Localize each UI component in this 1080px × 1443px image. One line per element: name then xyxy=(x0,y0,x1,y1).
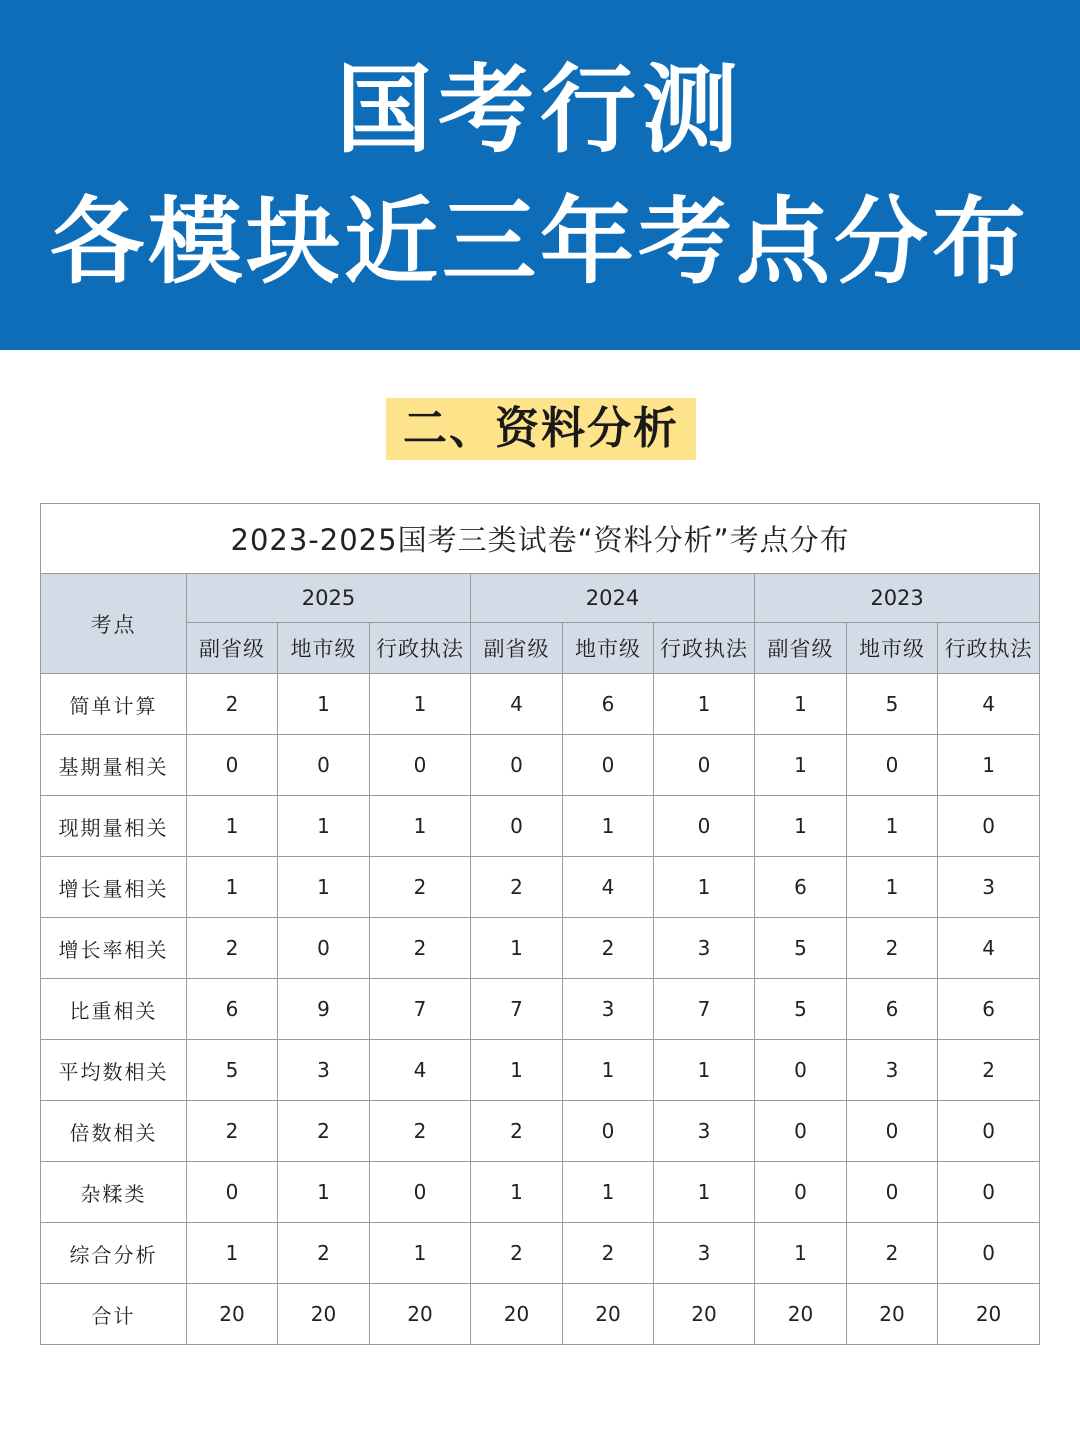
table-cell: 3 xyxy=(654,1101,755,1162)
table-cell: 0 xyxy=(938,796,1040,857)
table-cell: 1 xyxy=(471,1040,563,1101)
table-cell: 3 xyxy=(654,918,755,979)
table-cell: 0 xyxy=(847,1162,938,1223)
row-label: 增长量相关 xyxy=(41,857,187,918)
table-cell: 2 xyxy=(847,918,938,979)
table-cell: 5 xyxy=(187,1040,278,1101)
table-cell: 1 xyxy=(654,674,755,735)
table-cell: 2 xyxy=(187,674,278,735)
table-cell: 4 xyxy=(471,674,563,735)
sub-header-cell: 副省级 xyxy=(755,623,847,674)
table-cell: 2 xyxy=(847,1223,938,1284)
table-cell: 2 xyxy=(563,918,654,979)
sub-header-cell: 地市级 xyxy=(563,623,654,674)
row-label: 平均数相关 xyxy=(41,1040,187,1101)
table-cell: 2 xyxy=(370,918,471,979)
table-cell: 1 xyxy=(278,796,370,857)
table-cell: 0 xyxy=(654,796,755,857)
table-cell: 20 xyxy=(563,1284,654,1345)
table-cell: 1 xyxy=(370,674,471,735)
table-cell: 1 xyxy=(563,1040,654,1101)
table-cell: 20 xyxy=(278,1284,370,1345)
table-cell: 1 xyxy=(654,1162,755,1223)
table-cell: 0 xyxy=(755,1101,847,1162)
table-cell: 2 xyxy=(278,1223,370,1284)
table-cell: 0 xyxy=(563,735,654,796)
table-row xyxy=(41,1223,1040,1284)
table-row xyxy=(41,918,1040,979)
table-cell: 1 xyxy=(187,796,278,857)
table-cell: 20 xyxy=(847,1284,938,1345)
table-cell: 1 xyxy=(471,918,563,979)
table-cell: 0 xyxy=(847,735,938,796)
table-cell: 5 xyxy=(847,674,938,735)
table-cell: 1 xyxy=(278,1162,370,1223)
banner-title-line2: 各模块近三年考点分布 xyxy=(49,188,1030,297)
table-cell: 2 xyxy=(278,1101,370,1162)
table-cell: 2 xyxy=(187,1101,278,1162)
table-cell: 0 xyxy=(471,796,563,857)
table-cell: 0 xyxy=(755,1040,847,1101)
row-label: 现期量相关 xyxy=(41,796,187,857)
corner-label: 考点 xyxy=(41,574,187,674)
table-row xyxy=(41,1101,1040,1162)
row-label: 综合分析 xyxy=(41,1223,187,1284)
table-cell: 1 xyxy=(563,796,654,857)
table-row xyxy=(41,674,1040,735)
table-cell: 4 xyxy=(370,1040,471,1101)
table-cell: 1 xyxy=(654,857,755,918)
table-cell: 6 xyxy=(938,979,1040,1040)
table-cell: 0 xyxy=(847,1101,938,1162)
table-cell: 6 xyxy=(187,979,278,1040)
table-cell: 6 xyxy=(847,979,938,1040)
table-cell: 3 xyxy=(278,1040,370,1101)
row-label: 杂糅类 xyxy=(41,1162,187,1223)
table-row xyxy=(41,1284,1040,1345)
table-cell: 0 xyxy=(938,1162,1040,1223)
table-cell: 1 xyxy=(938,735,1040,796)
table-row xyxy=(41,1040,1040,1101)
sub-header-cell: 副省级 xyxy=(471,623,563,674)
table-cell: 7 xyxy=(370,979,471,1040)
table-cell: 0 xyxy=(471,735,563,796)
table-body xyxy=(41,674,1040,1345)
row-label: 合计 xyxy=(41,1284,187,1345)
sub-header-cell: 行政执法 xyxy=(370,623,471,674)
table-cell: 0 xyxy=(370,1162,471,1223)
table-row xyxy=(41,857,1040,918)
table-cell: 1 xyxy=(278,674,370,735)
table-cell: 0 xyxy=(938,1223,1040,1284)
table-cell: 2 xyxy=(471,857,563,918)
sub-header-cell: 地市级 xyxy=(278,623,370,674)
table-cell: 0 xyxy=(278,918,370,979)
table-cell: 1 xyxy=(847,796,938,857)
table-cell: 0 xyxy=(563,1101,654,1162)
year-header-2024: 2024 xyxy=(471,574,755,623)
table-cell: 1 xyxy=(654,1040,755,1101)
table-cell: 3 xyxy=(563,979,654,1040)
year-header-2025: 2025 xyxy=(187,574,471,623)
banner-title-line1: 国考行测 xyxy=(336,54,744,166)
table-cell: 7 xyxy=(654,979,755,1040)
table-cell: 3 xyxy=(654,1223,755,1284)
row-label: 增长率相关 xyxy=(41,918,187,979)
sub-header-cell: 行政执法 xyxy=(654,623,755,674)
table-cell: 2 xyxy=(187,918,278,979)
sub-header-row xyxy=(41,623,1040,674)
table-cell: 1 xyxy=(471,1162,563,1223)
table-cell: 4 xyxy=(563,857,654,918)
section-label: 二、资料分析 xyxy=(386,398,696,460)
table-cell: 1 xyxy=(755,735,847,796)
table-cell: 1 xyxy=(370,1223,471,1284)
sub-header-cell: 地市级 xyxy=(847,623,938,674)
table-cell: 3 xyxy=(847,1040,938,1101)
row-label: 简单计算 xyxy=(41,674,187,735)
table-row xyxy=(41,735,1040,796)
header-banner xyxy=(0,0,1080,350)
table-title: 2023-2025国考三类试卷“资料分析”考点分布 xyxy=(41,504,1040,574)
distribution-table xyxy=(40,503,1040,1345)
table-cell: 2 xyxy=(370,1101,471,1162)
table-cell: 1 xyxy=(370,796,471,857)
table-cell: 1 xyxy=(755,796,847,857)
sub-header-cell: 行政执法 xyxy=(938,623,1040,674)
table-cell: 1 xyxy=(278,857,370,918)
table-cell: 1 xyxy=(187,857,278,918)
table-cell: 2 xyxy=(370,857,471,918)
table-cell: 20 xyxy=(471,1284,563,1345)
table-cell: 0 xyxy=(187,735,278,796)
table-cell: 0 xyxy=(654,735,755,796)
table-cell: 0 xyxy=(938,1101,1040,1162)
table-cell: 4 xyxy=(938,674,1040,735)
table-row xyxy=(41,796,1040,857)
table-cell: 5 xyxy=(755,979,847,1040)
table-cell: 1 xyxy=(563,1162,654,1223)
row-label: 基期量相关 xyxy=(41,735,187,796)
table-row xyxy=(41,1162,1040,1223)
row-label: 比重相关 xyxy=(41,979,187,1040)
table-cell: 2 xyxy=(471,1223,563,1284)
table-cell: 1 xyxy=(755,674,847,735)
table-cell: 20 xyxy=(938,1284,1040,1345)
table-cell: 5 xyxy=(755,918,847,979)
table-cell: 1 xyxy=(187,1223,278,1284)
row-label: 倍数相关 xyxy=(41,1101,187,1162)
sub-header-cell: 副省级 xyxy=(187,623,278,674)
table-cell: 1 xyxy=(847,857,938,918)
table-cell: 0 xyxy=(370,735,471,796)
year-header-2023: 2023 xyxy=(755,574,1040,623)
table-cell: 20 xyxy=(755,1284,847,1345)
table-cell: 2 xyxy=(563,1223,654,1284)
table-cell: 3 xyxy=(938,857,1040,918)
table-cell: 2 xyxy=(471,1101,563,1162)
table-cell: 7 xyxy=(471,979,563,1040)
table-cell: 6 xyxy=(563,674,654,735)
table-cell: 20 xyxy=(654,1284,755,1345)
table-cell: 0 xyxy=(755,1162,847,1223)
table-row xyxy=(41,979,1040,1040)
table-cell: 20 xyxy=(370,1284,471,1345)
table-cell: 20 xyxy=(187,1284,278,1345)
table-cell: 9 xyxy=(278,979,370,1040)
table-cell: 0 xyxy=(278,735,370,796)
table-cell: 2 xyxy=(938,1040,1040,1101)
table-cell: 1 xyxy=(755,1223,847,1284)
table-cell: 6 xyxy=(755,857,847,918)
table-cell: 0 xyxy=(187,1162,278,1223)
table-cell: 4 xyxy=(938,918,1040,979)
